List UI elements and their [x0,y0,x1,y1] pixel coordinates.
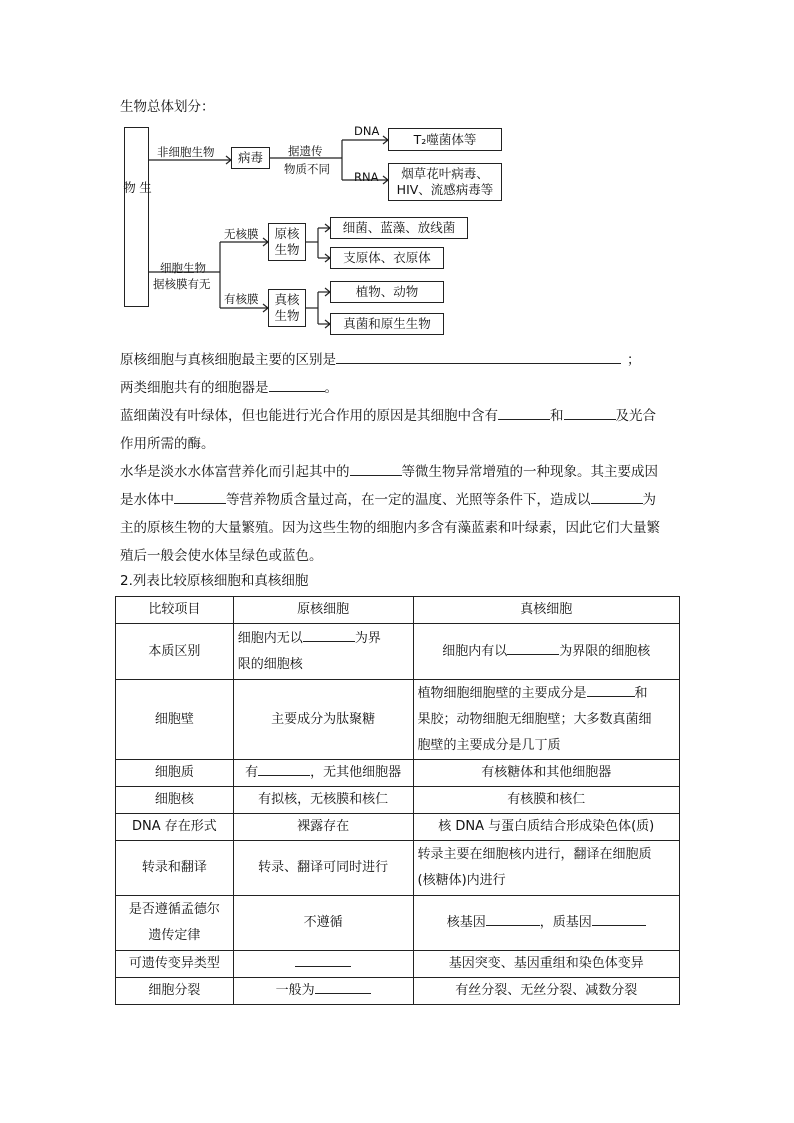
table-row [116,978,680,1005]
row-item: 本质区别 [116,624,234,680]
prok-examples-b: 支原体、衣原体 [343,250,431,265]
row-item: 细胞质 [116,760,234,787]
euk-examples-b: 真菌和原生生物 [343,316,431,331]
p4-text-g: 殖后一般会使水体呈绿色或蓝色。 [120,548,323,564]
p4-text-a: 水华是淡水水体富营养化而引起其中的 [120,464,350,480]
cell-text: 果胶；动物细胞无细胞壁；大多数真菌细 [417,711,652,727]
cell-text: 有 [245,765,259,780]
answer-blank[interactable] [174,489,226,504]
p2-end: 。 [324,380,338,396]
t2-phage-box [388,128,502,151]
answer-blank[interactable] [486,911,540,926]
prokaryote-examples-a-box [330,217,468,239]
dna-label: DNA [354,124,380,138]
eukaryote-box [268,289,306,327]
p1-end: ； [627,352,641,368]
row-item: 细胞分裂 [116,978,234,1005]
eukaryote-label: 真核生物 [274,292,300,323]
eukaryote-cell: 核 DNA 与蛋白质结合形成染色体(质) [413,814,680,841]
answer-blank[interactable] [498,405,550,420]
eukaryote-examples-b-box [330,313,444,335]
answer-blank[interactable] [269,377,325,392]
answer-blank[interactable] [564,405,616,420]
cell-basis-label: 据核膜有无 [153,277,211,291]
paragraph-shared-organelle [120,374,680,402]
eukaryote-examples-a-box [330,281,444,303]
prokaryote-cell: 主要成分为肽聚糖 [233,680,413,760]
table-row [116,814,680,841]
rna-label: RNA [354,170,379,184]
p3-text-d: 作用所需的酶。 [120,436,215,452]
p1-text: 原核细胞与真核细胞最主要的区别是 [120,352,336,368]
p4-text-f: 主的原核生物的大量繁殖。因为这些生物的细胞内多含有藻蓝素和叶绿素，因此它们大量繁 [120,520,660,536]
p3-text-a: 蓝细菌没有叶绿体，但也能进行光合作用的原因是其细胞中含有 [120,408,498,424]
virus-basis-line-2: 物质不同 [284,162,330,176]
header-prokaryote: 原核细胞 [233,597,413,624]
virus-label: 病毒 [237,150,263,165]
prokaryote-label: 原核生物 [274,226,300,257]
table-header-row [116,597,680,624]
p4-text-b: 等微生物异常增殖的一种现象。其主要成因 [401,464,658,480]
cell-text: ，质基因 [539,915,592,930]
p4-text-e: 为 [642,492,656,508]
root-box-organisms [121,127,153,307]
cell-text: 胞壁的主要成分是几丁质 [417,737,561,753]
answer-blank[interactable] [295,952,351,967]
cell-text: 植物细胞细胞壁的主要成分是 [417,685,587,701]
eukaryote-cell: 基因突变、基因重组和染色体变异 [413,951,680,978]
answer-blank[interactable] [591,489,643,504]
cell-text: (核糖体)内进行 [417,873,506,888]
virus-box [231,147,270,169]
cell-text: 一般为 [275,983,315,998]
cell-text: 为界限的细胞核 [559,643,651,659]
table-row [116,624,680,680]
answer-blank[interactable] [258,761,310,776]
table-row [116,951,680,978]
row-item: 可遗传变异类型 [116,951,234,978]
answer-blank[interactable] [350,461,402,476]
answer-blank[interactable] [587,682,635,697]
cell-text: 是否遵循孟德尔 [128,902,220,917]
p4-text-c: 是水体中 [120,492,174,508]
table-row [116,787,680,814]
cell-text: 核基因 [446,915,486,930]
row-item: DNA 存在形式 [116,814,234,841]
table-row [116,841,680,896]
comparison-table [115,596,680,1005]
answer-blank[interactable] [592,911,646,926]
prokaryote-box [268,223,306,261]
prokaryote-cell: 有拟核，无核膜和核仁 [233,787,413,814]
rna-virus-box [388,163,502,201]
prokaryote-cell [233,624,413,680]
p3-text-c: 及光合 [615,408,656,424]
row-item: 细胞壁 [116,680,234,760]
eukaryote-cell [413,624,680,680]
cell-organism-label: 细胞生物 [160,261,206,275]
prokaryote-cell [233,978,413,1005]
eukaryote-cell [413,896,680,951]
p3-text-b: 和 [550,408,564,424]
cell-text: 限的细胞核 [237,656,303,672]
no-nuclear-membrane-label: 无核膜 [224,227,259,241]
table-row [116,680,680,760]
eukaryote-cell: 有丝分裂、无丝分裂、减数分裂 [413,978,680,1005]
answer-blank[interactable] [303,627,355,642]
p2-text: 两类细胞共有的细胞器是 [120,380,269,396]
header-item: 比较项目 [116,597,234,624]
prokaryote-cell: 转录、翻译可同时进行 [233,841,413,896]
eukaryote-cell: 有核膜和核仁 [413,787,680,814]
cell-text: 和 [634,685,648,701]
prokaryote-cell: 不遵循 [233,896,413,951]
header-eukaryote: 真核细胞 [413,597,680,624]
euk-examples-a: 植物、动物 [355,284,419,299]
cell-text: 细胞内无以 [237,630,303,646]
paragraph-difference [120,346,680,374]
prok-examples-a: 细菌、蓝藻、放线菌 [342,220,456,235]
rna-virus-line-1: 烟草花叶病毒、 [401,166,489,181]
eukaryote-cell [413,841,680,896]
eukaryote-cell: 有核糖体和其他细胞器 [413,760,680,787]
cell-text: 为界 [354,630,381,646]
row-item: 转录和翻译 [116,841,234,896]
answer-blank[interactable] [336,349,621,364]
page-heading: 生物总体划分： [120,99,215,115]
prokaryote-cell [233,951,413,978]
prokaryote-cell [233,760,413,787]
answer-blank[interactable] [315,979,371,994]
answer-blank[interactable] [507,640,559,655]
table-row [116,760,680,787]
has-nuclear-membrane-label: 有核膜 [224,292,259,306]
table-row [116,896,680,951]
cell-text: 转录主要在细胞核内进行，翻译在细胞质 [417,847,652,862]
cell-text: ，无其他细胞器 [310,765,402,780]
eukaryote-cell [413,680,680,760]
row-item: 细胞核 [116,787,234,814]
root-label: 生物 [121,180,153,254]
row-item [116,896,234,951]
non-cell-label: 非细胞生物 [157,145,215,159]
cell-text: 遗传定律 [148,928,201,943]
rna-virus-line-2: HIV、流感病毒等 [396,182,494,197]
prokaryote-cell: 裸露存在 [233,814,413,841]
paragraph-algal-bloom [120,458,685,570]
virus-basis-line-1: 据遗传 [288,144,323,158]
paragraph-cyanobacteria [120,402,685,458]
cell-text: 细胞内有以 [442,643,508,659]
t2-phage-label: T₂噬菌体等 [413,131,477,147]
p4-text-d: 等营养物质含量过高，在一定的温度、光照等条件下，造成以 [226,492,591,508]
prokaryote-examples-b-box [330,247,444,269]
section-title: 2.列表比较原核细胞和真核细胞 [120,573,309,589]
